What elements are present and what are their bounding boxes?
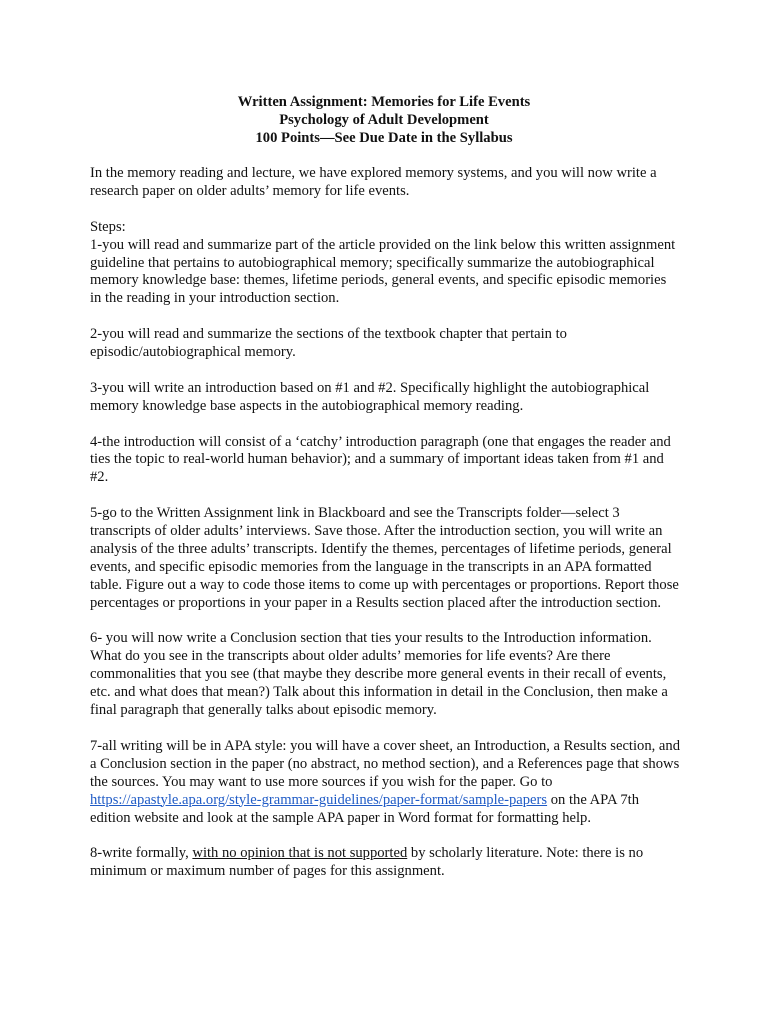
step-6: 6- you will now write a Conclusion section that ties your results to the Introduction information. What do you see in the transcripts about older adults’ memories for life events? Are there commonalities that you see (that maybe they describe more general events in their recall of events, etc. and what does that mean?) Talk about this information in detail in the Conclusion, then make a final paragraph that generally talks about episodic memory. — [90, 630, 668, 719]
points-due-date: 100 Points—See Due Date in the Syllabus — [255, 129, 513, 146]
step-4: 4-the introduction will consist of a ‘catchy’ introduction paragraph (one that engages the reader and ties the topic to real-world human behavior); and a summary of important ideas taken from #1 and #2. — [90, 433, 671, 486]
step-7-text-end: on the APA 7th edition website and look at the sample APA paper in Word format for formatting help. — [90, 791, 639, 826]
assignment-title: Written Assignment: Memories for Life Events — [237, 94, 531, 110]
step-2: 2-you will read and summarize the sections of the textbook chapter that pertain to episodic/autobiographical memory. — [90, 326, 567, 361]
document-body — [90, 165, 680, 899]
step-8-text: 8-write formally, — [90, 845, 193, 862]
step-8-underlined-text: with no opinion that is not supported — [192, 845, 408, 862]
step-3: 3-you will write an introduction based on #1 and #2. Specifically highlight the autobiographical memory knowledge base aspects in the autobiographical memory reading. — [90, 379, 650, 414]
apa-sample-papers-link[interactable]: https://apastyle.apa.org/style-grammar-guidelines/paper-format/sample-papers — [90, 791, 548, 808]
step-8 — [90, 845, 680, 881]
step-1: 1-you will read and summarize part of the article provided on the link below this written assignment guideline that pertains to autobiographical memory; specifically summarize the autobiographical memory knowledge base: themes, lifetime periods, general events, and specific episodic memories in the reading in your introduction section. — [90, 236, 676, 307]
course-name: Psychology of Adult Development — [279, 111, 489, 128]
step-8-text-end: by scholarly literature. Note: there is no minimum or maximum number of pages for this assignment. — [90, 845, 644, 880]
document-header — [90, 94, 678, 148]
intro-paragraph: In the memory reading and lecture, we have explored memory systems, and you will now write a research paper on older adults’ memory for life events. — [90, 165, 657, 199]
steps-label: Steps: — [90, 218, 126, 235]
step-7 — [90, 738, 680, 828]
step-5: 5-go to the Written Assignment link in Blackboard and see the Transcripts folder—select 3 transcripts of older adults’ interviews. Save those. After the introduction section, you will write an analysis of the three adults’ transcripts. Identify the themes, percentages of lifetime periods, general events, and specific episodic memories from the language in the transcripts in an APA formatted table. Figure out a way to code those items to come up with percentages or proportions. Report those percentages or proportions in your paper in a Results section placed after the introduction section. — [90, 505, 679, 611]
step-7-text: 7-all writing will be in APA style: you will have a cover sheet, an Introduction, a Results section, and a Conclusion section in the paper (no abstract, no method section), and a References page that shows the sources. You may want to use more sources if you wish for the paper. Go to — [90, 737, 680, 790]
